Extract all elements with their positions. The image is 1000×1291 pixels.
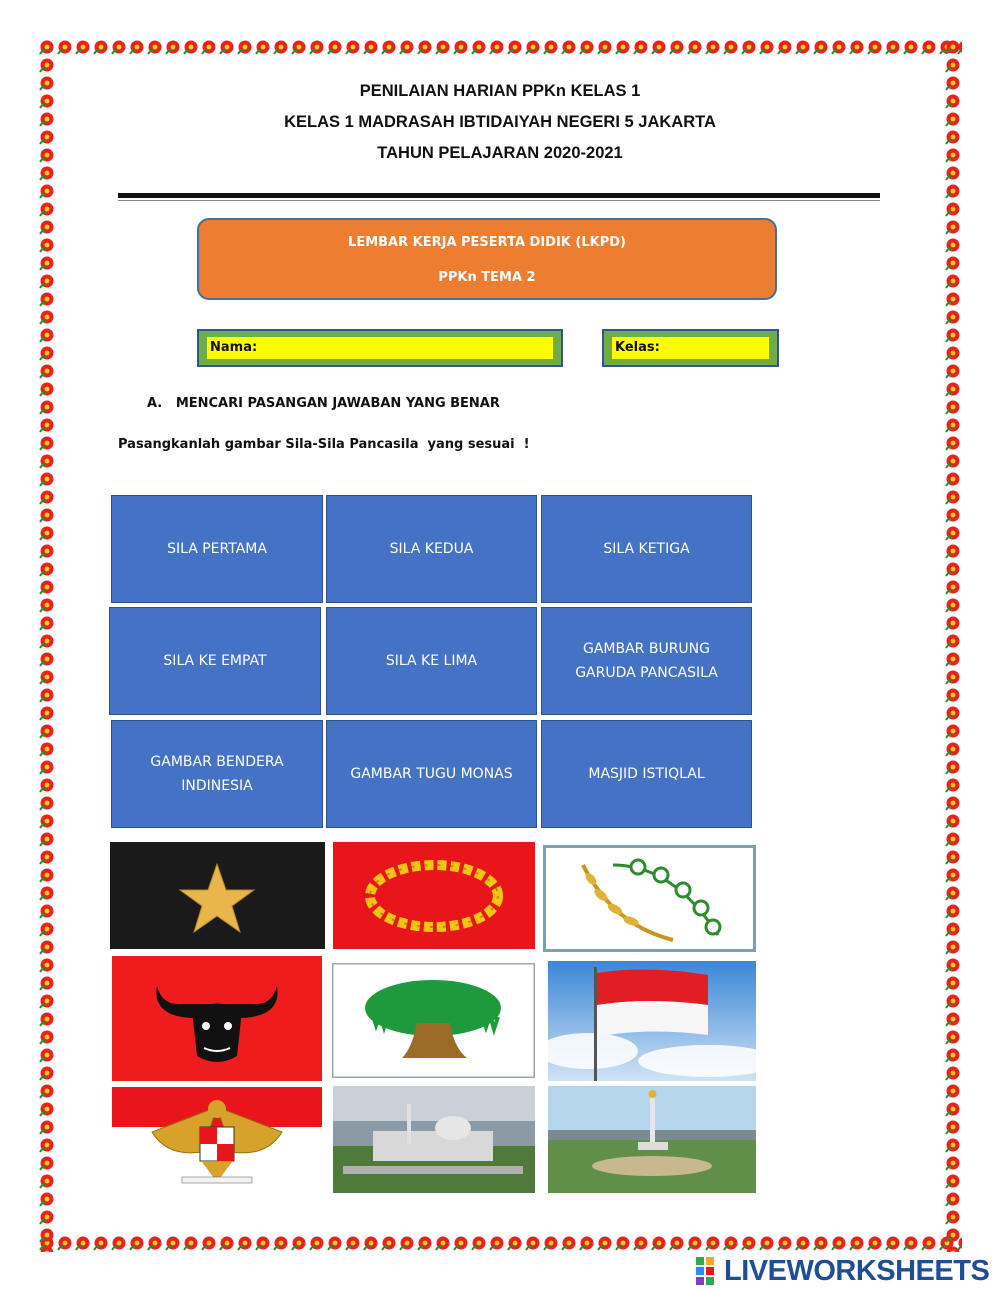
section-heading: A. MENCARI PASANGAN JAWABAN YANG BENAR xyxy=(147,396,500,411)
class-label: Kelas: xyxy=(612,337,769,359)
decorative-border-left xyxy=(38,38,56,1252)
banner-subtitle: PPKn TEMA 2 xyxy=(438,270,536,285)
chain-icon[interactable] xyxy=(333,842,535,949)
card-bendera[interactable]: GAMBAR BENDERA INDINESIA xyxy=(111,720,323,828)
header-line-1: PENILAIAN HARIAN PPKn KELAS 1 xyxy=(359,82,641,100)
bull-head-icon[interactable] xyxy=(112,956,322,1081)
indonesian-flag-icon[interactable] xyxy=(548,961,756,1081)
class-field[interactable] xyxy=(602,329,779,367)
monas-monument-icon[interactable] xyxy=(548,1086,756,1193)
star-icon[interactable] xyxy=(110,842,325,949)
card-masjid-istiqlal[interactable]: MASJID ISTIQLAL xyxy=(541,720,752,828)
instruction-text: Pasangkanlah gambar Sila-Sila Pancasila yang sesuai ! xyxy=(118,437,530,452)
brand-text: LIVEWORKSHEETS xyxy=(724,1254,990,1287)
card-sila-pertama[interactable]: SILA PERTAMA xyxy=(111,495,323,603)
header-line-2: KELAS 1 MADRASAH IBTIDAIYAH NEGERI 5 JAKARTA xyxy=(284,113,716,131)
rice-cotton-icon[interactable] xyxy=(543,845,756,952)
decorative-border-right xyxy=(944,38,962,1252)
card-tugu-monas[interactable]: GAMBAR TUGU MONAS xyxy=(326,720,537,828)
istiqlal-mosque-icon[interactable] xyxy=(333,1086,535,1193)
lkpd-banner xyxy=(197,218,777,300)
header-line-3: TAHUN PELAJARAN 2020-2021 xyxy=(377,144,623,162)
card-sila-ke-lima[interactable]: SILA KE LIMA xyxy=(326,607,537,715)
name-field[interactable] xyxy=(197,329,563,367)
header-divider-thin xyxy=(118,200,880,201)
decorative-border-top xyxy=(38,38,962,56)
card-sila-ketiga[interactable]: SILA KETIGA xyxy=(541,495,752,603)
liveworksheets-logo xyxy=(696,1255,989,1287)
banyan-tree-icon[interactable] xyxy=(332,963,535,1078)
card-sila-ke-empat[interactable]: SILA KE EMPAT xyxy=(109,607,321,715)
banner-title: LEMBAR KERJA PESERTA DIDIK (LKPD) xyxy=(348,235,626,250)
card-garuda[interactable]: GAMBAR BURUNG GARUDA PANCASILA xyxy=(541,607,752,715)
garuda-icon[interactable] xyxy=(112,1087,322,1194)
header-divider xyxy=(118,193,880,198)
brand-cube-icon xyxy=(696,1257,724,1285)
name-label: Nama: xyxy=(207,337,553,359)
decorative-border-bottom xyxy=(38,1234,962,1252)
card-sila-kedua[interactable]: SILA KEDUA xyxy=(326,495,537,603)
